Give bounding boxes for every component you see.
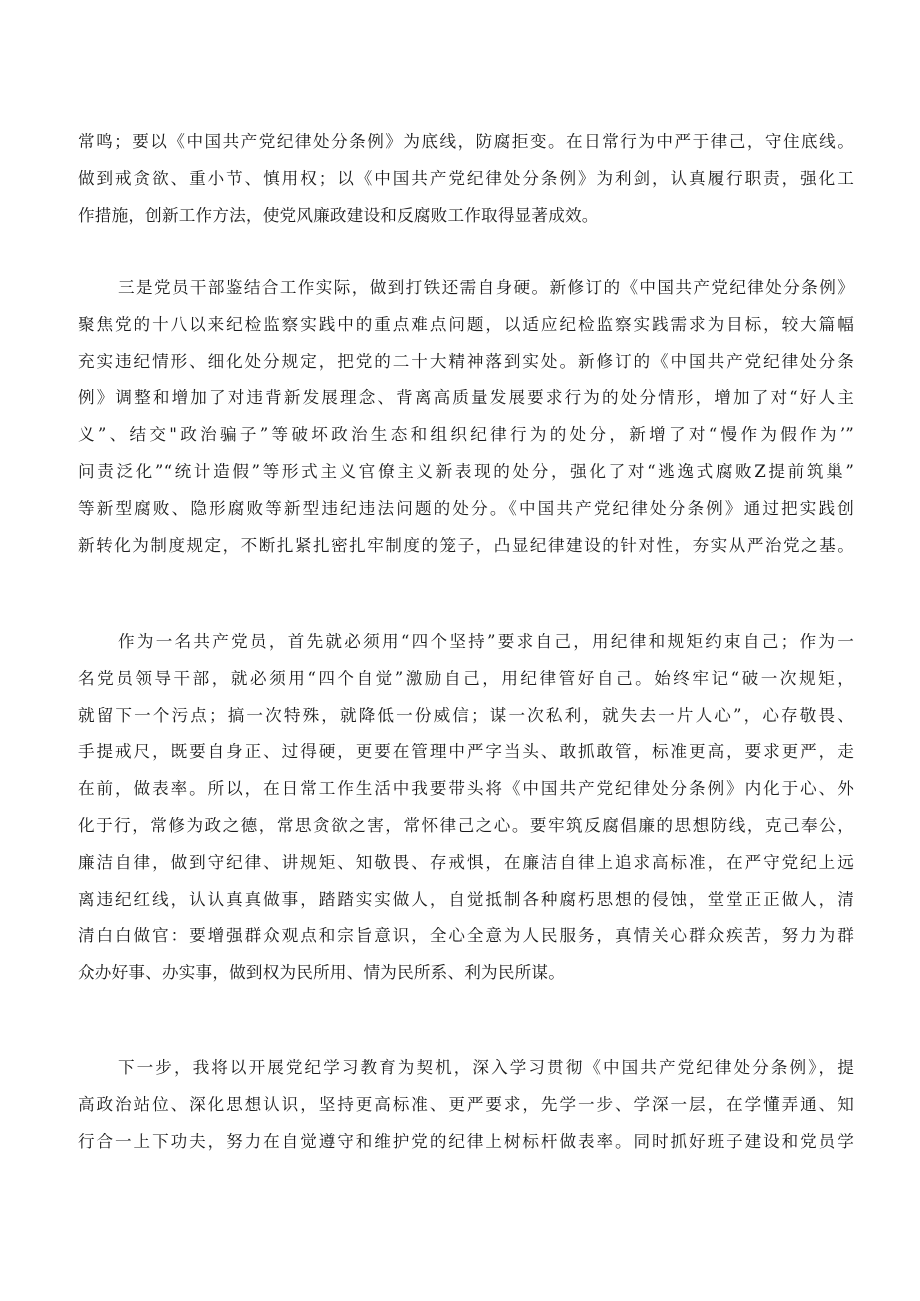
text-line: 聚焦党的十八以来纪检监察实践中的重点难点问题，以适应纪检监察实践需求为目标，较大篇幅 [78,314,854,334]
text-line: 行合一上下功夫，努力在自觉遵守和维护党的纪律上树标杆做表率。同时抓好班子建设和党员学 [78,1131,854,1151]
paragraph-3 [78,624,854,992]
text-line: 例》调整和增加了对违背新发展理念、背离高质量发展要求行为的处分情形，增加了对“好人主 [78,388,854,408]
text-line: 众办好事、办实事，做到权为民所用、情为民所系、利为民所谋。 [78,963,566,983]
text-line: 下一步，我将以开展党纪学习教育为契机，深入学习贯彻《中国共产党纪律处分条例》，提 [118,1058,854,1077]
text-line: 就留下一个污点；搞一次特殊，就降低一份威信；谋一次私利，就失去一片人心”，心存敬畏、 [78,705,854,725]
text-line: 手提戒尺，既要自身正、过得硬，更要在管理中严字当头、敢抓敢管，标准更高，要求更严，走 [78,742,854,762]
paragraph-1 [78,124,854,234]
text-line: 等新型腐败、隐形腐败等新型违纪违法问题的处分。《中国共产党纪律处分条例》通过把实践创 [78,498,854,518]
text-line: 充实违纪情形、细化处分规定，把党的二十大精神落到实处。新修订的《中国共产党纪律处分条 [78,351,854,371]
text-line: 新转化为制度规定，不断扎紧扎密扎牢制度的笼子，凸显纪律建设的针对性，夯实从严治党之基。 [78,535,854,555]
text-line: 作为一名共产党员，首先就必须用“四个坚持”要求自己，用纪律和规矩约束自己；作为一 [118,632,854,651]
text-line: 廉洁自律，做到守纪律、讲规矩、知敬畏、存戒惧，在廉洁自律上追求高标准，在严守党纪上远 [78,852,854,872]
text-line: 离违纪红线，认认真真做事，踏踏实实做人，自觉抵制各种腐朽思想的侵蚀，堂堂正正做人，清 [78,889,854,909]
text-line: 作措施，创新工作方法，使党风廉政建设和反腐败工作取得显著成效。 [78,205,599,225]
text-line: 高政治站位、深化思想认识，坚持更高标准、更严要求，先学一步、学深一层，在学懂弄通、知 [78,1094,854,1114]
text-line: 化于行，常修为政之德，常思贪欲之害，常怀律己之心。要牢筑反腐倡廉的思想防线，克己奉公， [78,815,854,835]
text-line: 在前，做表率。所以，在日常工作生活中我要带头将《中国共产党纪律处分条例》内化于心、外 [78,779,854,799]
text-line: 义”、结交"政治骗子”等破坏政治生态和组织纪律行为的处分，新增了对“慢作为假作为’” [78,425,854,445]
text-line: 问责泛化”“统计造假”等形式主义官僚主义新表现的处分，强化了对“逃逸式腐败Z提前筑巢” [78,461,854,481]
text-line: 清白白做官：要增强群众观点和宗旨意识，全心全意为人民服务，真情关心群众疾苦，努力为群 [78,926,854,946]
text-line: 三是党员干部鉴结合工作实际，做到打铁还需自身硬。新修订的《中国共产党纪律处分条例》 [118,278,854,297]
text-line: 做到戒贪欲、重小节、慎用权；以《中国共产党纪律处分条例》为利剑，认真履行职责，强化工 [78,168,854,188]
paragraph-4 [78,1050,854,1160]
paragraph-2 [78,270,854,564]
text-line: 名党员领导干部，就必须用“四个自觉”激励自己，用纪律管好自己。始终牢记“破一次规矩， [78,668,854,688]
text-line: 常鸣；要以《中国共产党纪律处分条例》为底线，防腐拒变。在日常行为中严于律己，守住底线。 [78,132,854,151]
